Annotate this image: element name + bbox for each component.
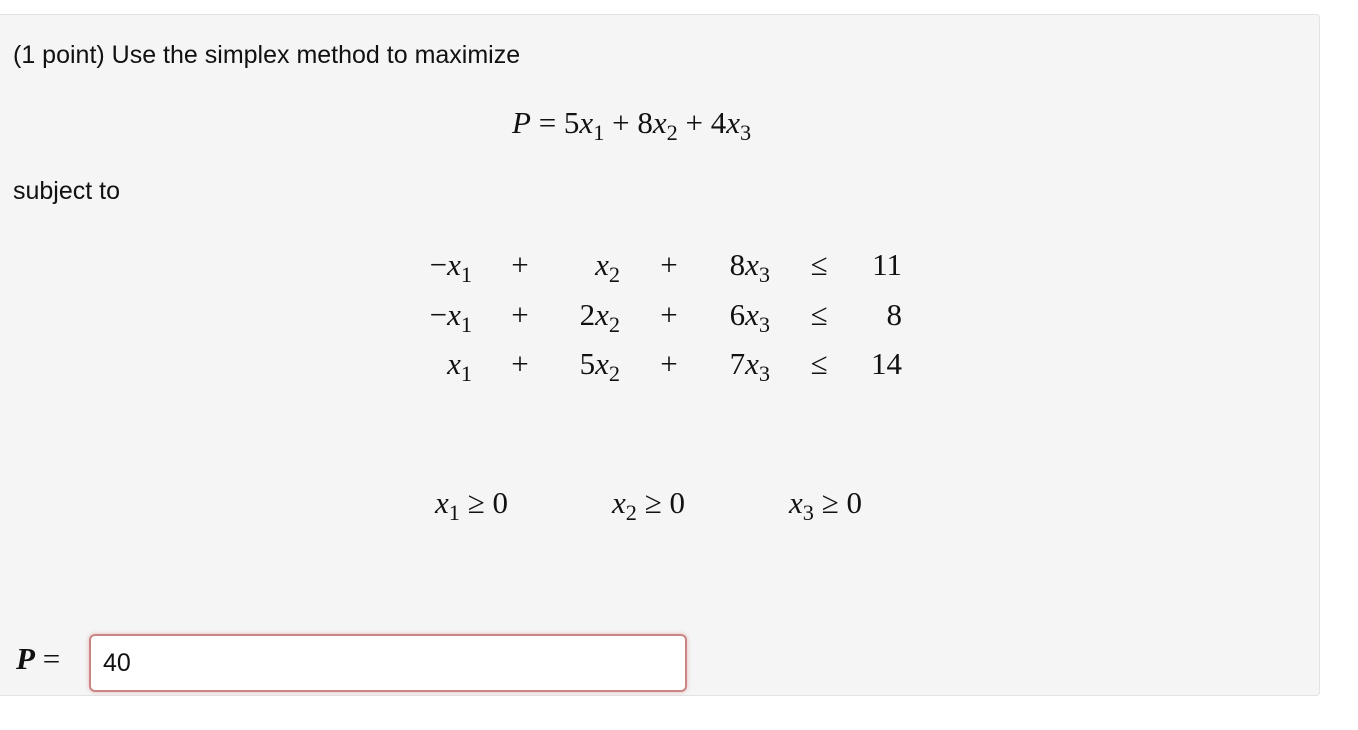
constraint-plus: +: [660, 297, 678, 332]
subject-to-label: subject to: [13, 177, 121, 205]
constraint-plus: +: [660, 346, 678, 381]
objective-term: + $8x_2$: [604, 105, 678, 146]
constraint-term-x1: $-x_1$: [429, 297, 472, 338]
constraint-term-x3: $6x_3$: [729, 297, 770, 338]
constraint-plus: +: [511, 297, 529, 332]
objective-lhs: P: [512, 105, 531, 140]
constraint-row: [0, 247, 1000, 291]
constraint-term-x1: $-x_1$: [429, 247, 472, 288]
nonnegativity-x2: $x_2 \ge 0$: [612, 485, 685, 526]
constraint-plus: +: [660, 247, 678, 282]
problem-panel: [0, 14, 1320, 696]
constraint-term-x2: $5x_2$: [579, 346, 620, 387]
constraint-row: [0, 346, 1000, 390]
constraints-system: [0, 247, 1000, 407]
constraint-term-x3: $7x_3$: [729, 346, 770, 387]
constraint-relation: ≤: [810, 297, 828, 332]
constraint-term-x2: $x_2$: [595, 247, 620, 288]
constraint-term-x2: $2x_2$: [579, 297, 620, 338]
constraint-rhs: 8: [886, 297, 902, 332]
constraint-plus: +: [511, 346, 529, 381]
constraint-rhs: 11: [872, 247, 902, 282]
constraint-relation: ≤: [810, 346, 828, 381]
constraint-term-x1: $x_1$: [447, 346, 472, 387]
answer-label: P =: [16, 641, 61, 676]
objective-term: + $4x_3$: [677, 105, 752, 146]
constraint-relation: ≤: [810, 247, 828, 282]
constraint-rhs: 14: [871, 346, 902, 381]
nonnegativity-x1: $x_1 \ge 0$: [435, 485, 508, 526]
objective-function: [512, 105, 752, 146]
objective-term: $5x_1$: [563, 105, 605, 146]
constraint-plus: +: [511, 247, 529, 282]
nonnegativity-x3: $x_3 \ge 0$: [789, 485, 862, 526]
answer-input[interactable]: [89, 634, 687, 692]
constraint-term-x3: $8x_3$: [729, 247, 770, 288]
problem-prompt: (1 point) Use the simplex method to maximize: [13, 41, 521, 69]
constraint-row: [0, 297, 1000, 341]
objective-equals: =: [530, 105, 564, 140]
